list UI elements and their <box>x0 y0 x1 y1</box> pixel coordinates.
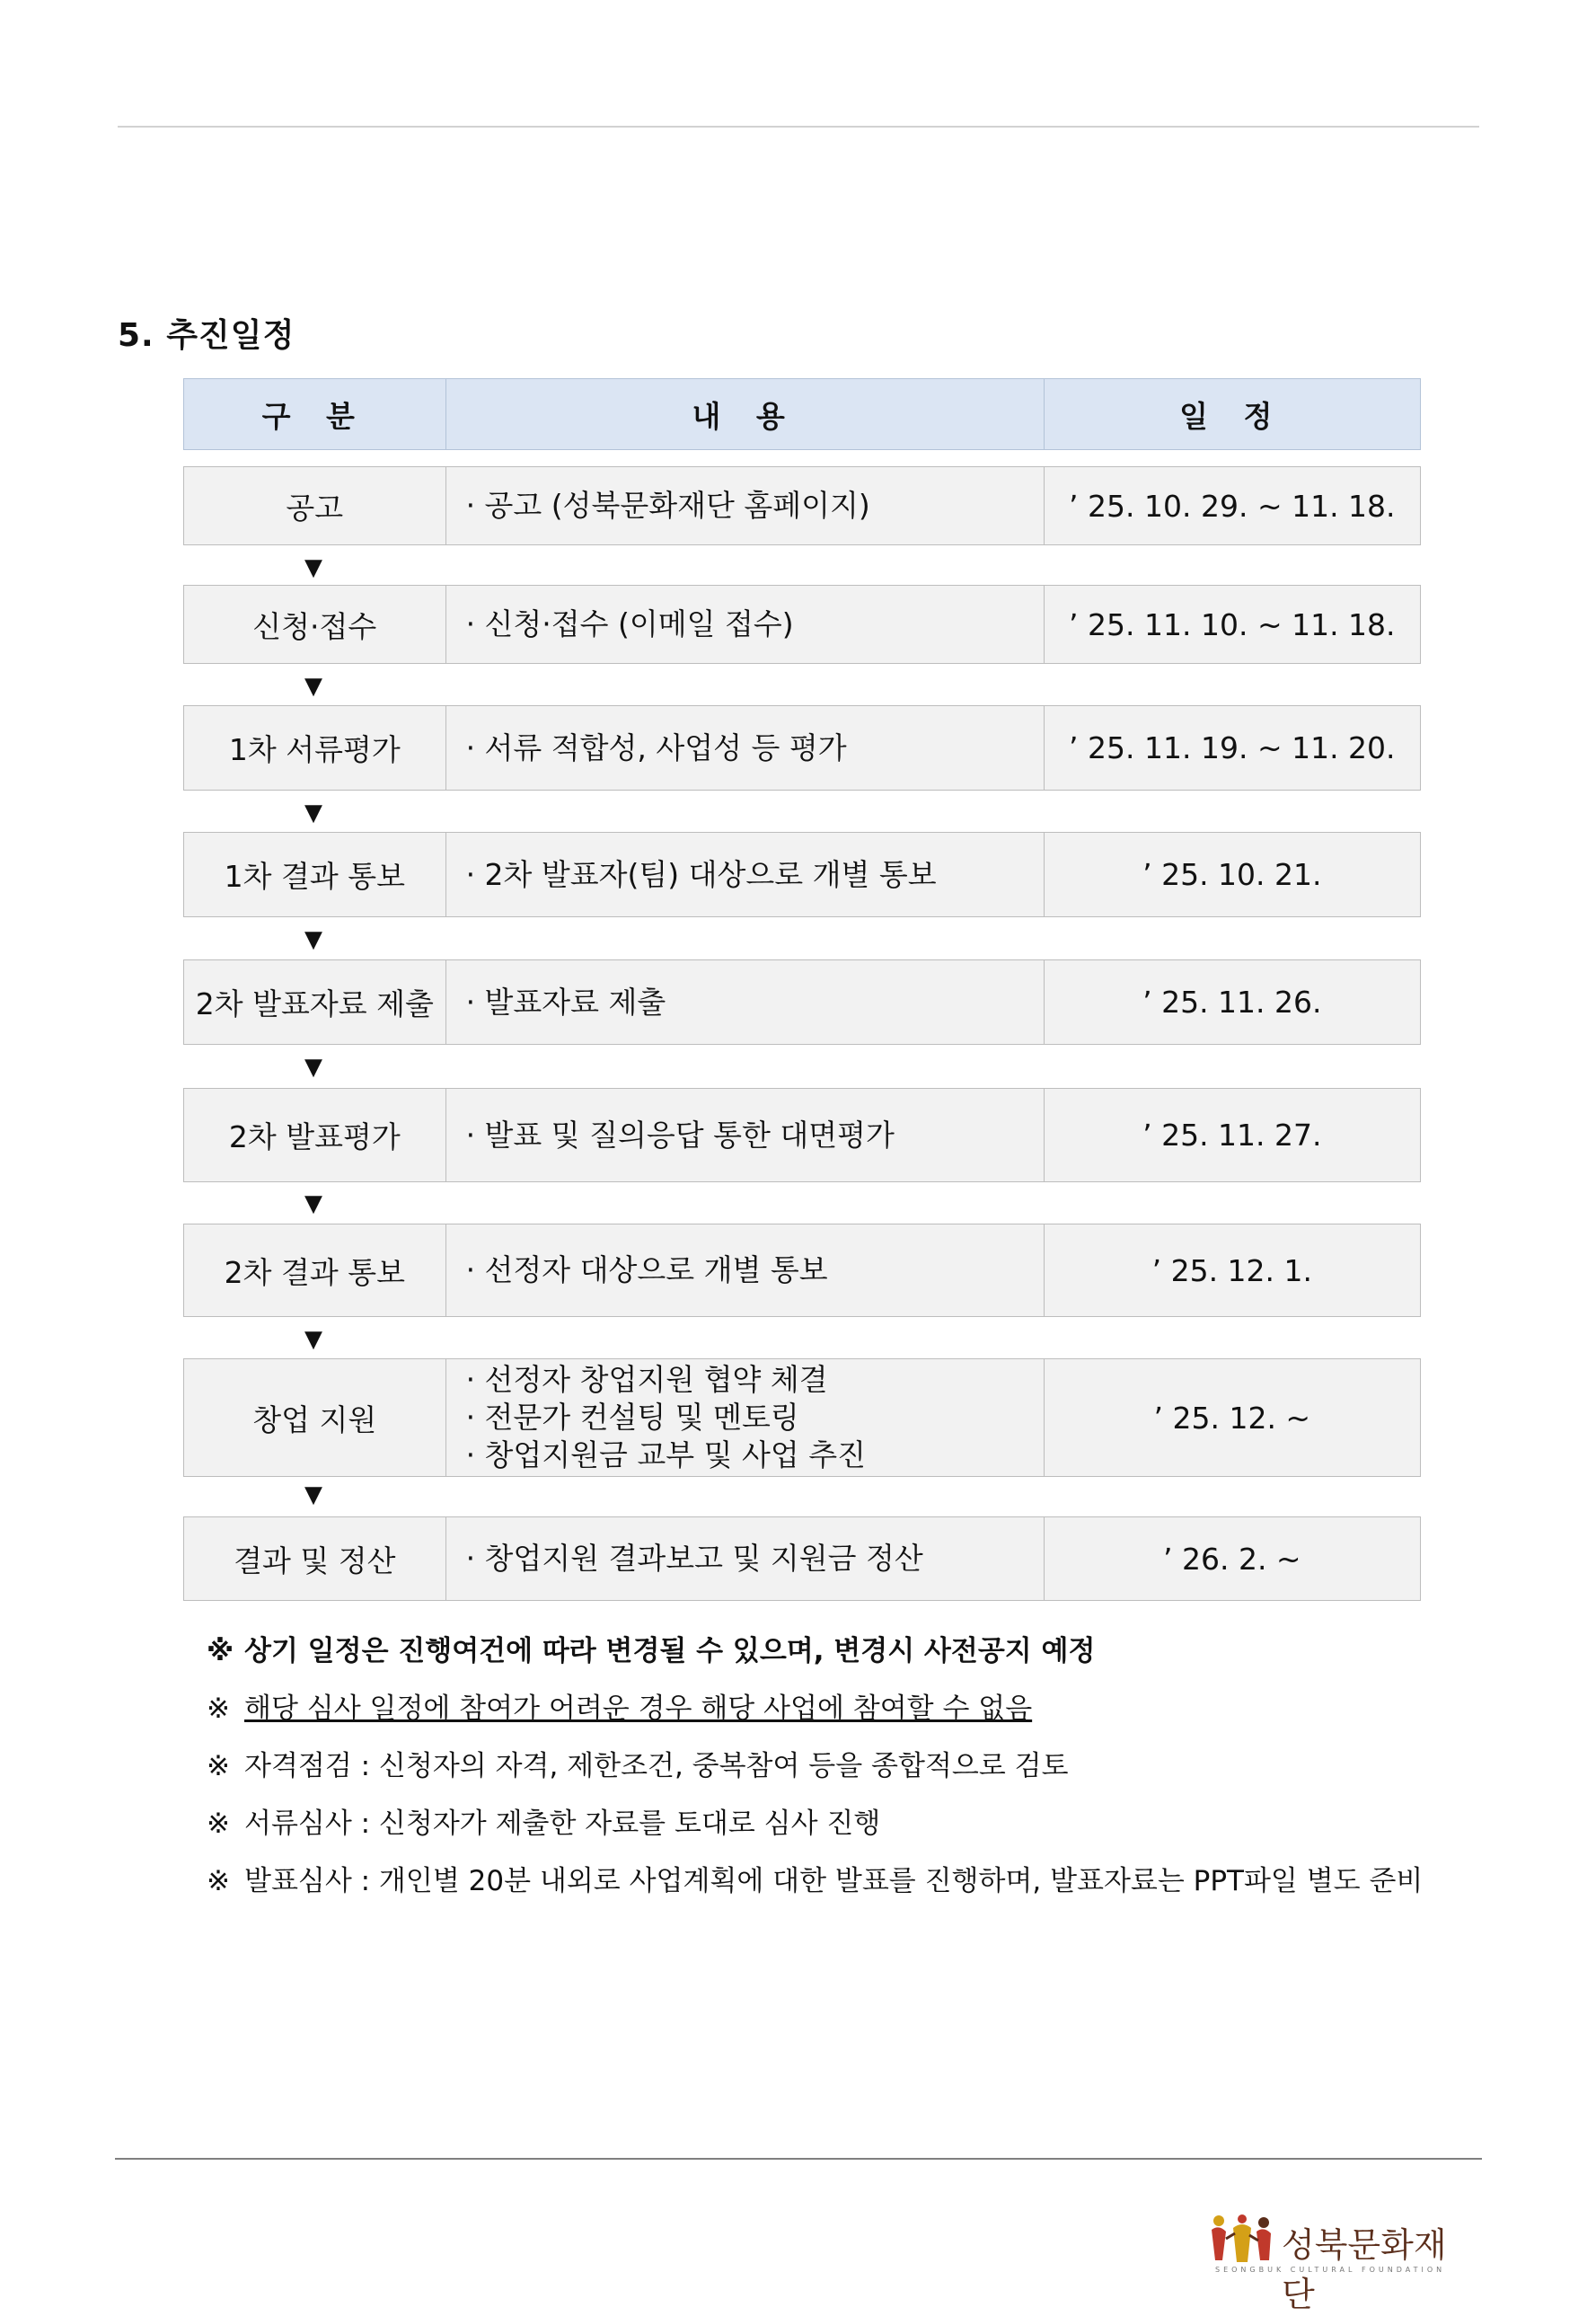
row-content <box>445 467 1044 544</box>
top-rule <box>118 126 1479 128</box>
row-date: ’ 25. 12. ~ <box>1044 1359 1420 1476</box>
logo-subtext: SEONGBUK CULTURAL FOUNDATION <box>1215 2266 1446 2274</box>
schedule-row <box>183 466 1421 545</box>
row-date: ’ 25. 11. 26. <box>1044 960 1420 1044</box>
note-text: 발표심사 : 개인별 20분 내외로 사업계획에 대한 발표를 진행하며, 발표자료는 PPT파일 별도 준비 <box>244 1865 1424 1897</box>
schedule-row <box>183 959 1421 1045</box>
content-line: · 2차 발표자(팀) 대상으로 개별 통보 <box>465 856 937 892</box>
row-category: 2차 결과 통보 <box>224 1254 405 1290</box>
row-date: ’ 25. 11. 27. <box>1044 1089 1420 1181</box>
content-line: · 창업지원 결과보고 및 지원금 정산 <box>465 1541 923 1576</box>
row-content <box>445 1517 1044 1600</box>
row-date: ’ 25. 11. 10. ~ 11. 18. <box>1044 586 1420 663</box>
bottom-rule <box>115 2158 1482 2160</box>
note-mark: ※ <box>207 1750 230 1782</box>
down-arrow-icon: ▼ <box>304 1190 322 1217</box>
content-line: · 공고 (성북문화재단 홈페이지) <box>465 488 870 523</box>
down-arrow-icon: ▼ <box>304 1326 322 1353</box>
down-arrow-icon: ▼ <box>304 554 322 581</box>
content-line: · 발표자료 제출 <box>465 984 666 1020</box>
row-content <box>445 1089 1044 1181</box>
note-item <box>207 1628 1095 1668</box>
note-item <box>207 1743 1069 1783</box>
row-date: ’ 25. 11. 19. ~ 11. 20. <box>1044 706 1420 790</box>
note-text: 자격점검 : 신청자의 자격, 제한조건, 중복참여 등을 종합적으로 검토 <box>244 1750 1069 1782</box>
content-line: · 선정자 대상으로 개별 통보 <box>465 1252 828 1287</box>
foundation-logo <box>1206 2212 1476 2314</box>
schedule-row <box>183 705 1421 791</box>
row-category: 결과 및 정산 <box>234 1543 396 1578</box>
down-arrow-icon: ▼ <box>304 926 322 953</box>
down-arrow-icon: ▼ <box>304 1054 322 1081</box>
logo-text: 성북문화재단 <box>1282 2225 1447 2314</box>
content-line: · 신청·접수 (이메일 접수) <box>465 606 794 641</box>
schedule-row <box>183 832 1421 917</box>
content-line: · 창업지원금 교부 및 사업 추진 <box>465 1437 867 1472</box>
down-arrow-icon: ▼ <box>304 800 322 827</box>
down-arrow-icon: ▼ <box>304 673 322 700</box>
row-content <box>445 586 1044 663</box>
schedule-row <box>183 1516 1421 1601</box>
note-mark: ※ <box>207 1635 234 1667</box>
note-item <box>207 1858 1423 1898</box>
note-text: 해당 심사 일정에 참여가 어려운 경우 해당 사업에 참여할 수 없음 <box>244 1693 1033 1725</box>
content-line: · 선정자 창업지원 협약 체결 <box>465 1362 828 1397</box>
table-header <box>183 378 1421 450</box>
row-category: 신청·접수 <box>252 608 377 644</box>
note-mark: ※ <box>207 1865 230 1897</box>
schedule-row <box>183 585 1421 664</box>
down-arrow-icon: ▼ <box>304 1481 322 1508</box>
row-date: ’ 25. 10. 21. <box>1044 833 1420 916</box>
foundation-logo-icon <box>1206 2212 1278 2267</box>
note-mark: ※ <box>207 1693 230 1725</box>
row-content <box>445 833 1044 916</box>
note-item <box>207 1685 1032 1726</box>
content-line: · 전문가 컨설팅 및 멘토링 <box>465 1400 799 1435</box>
section-title: 5. 추진일정 <box>118 317 295 354</box>
row-date: ’ 25. 12. 1. <box>1044 1224 1420 1316</box>
note-text: 서류심사 : 신청자가 제출한 자료를 토대로 심사 진행 <box>244 1808 881 1840</box>
row-category: 2차 발표자료 제출 <box>195 986 434 1021</box>
note-item <box>207 1800 880 1841</box>
header-date: 일 정 <box>1044 379 1420 449</box>
row-content <box>445 706 1044 790</box>
row-content <box>445 1359 1044 1476</box>
schedule-row <box>183 1088 1421 1182</box>
content-line: · 발표 및 질의응답 통한 대면평가 <box>465 1117 895 1153</box>
row-content <box>445 1224 1044 1316</box>
row-category: 1차 결과 통보 <box>224 859 405 894</box>
row-category: 1차 서류평가 <box>228 732 401 767</box>
header-content: 내 용 <box>445 379 1044 449</box>
note-mark: ※ <box>207 1808 230 1840</box>
schedule-row <box>183 1224 1421 1317</box>
row-date: ’ 26. 2. ~ <box>1044 1517 1420 1600</box>
content-line: · 서류 적합성, 사업성 등 평가 <box>465 729 847 765</box>
row-date: ’ 25. 10. 29. ~ 11. 18. <box>1044 467 1420 544</box>
row-content <box>445 960 1044 1044</box>
row-category: 창업 지원 <box>252 1401 377 1437</box>
note-text: 상기 일정은 진행여건에 따라 변경될 수 있으며, 변경시 사전공지 예정 <box>244 1635 1096 1667</box>
row-category: 공고 <box>286 490 344 526</box>
header-category: 구 분 <box>261 398 367 434</box>
schedule-row <box>183 1358 1421 1477</box>
row-category: 2차 발표평가 <box>228 1119 401 1154</box>
